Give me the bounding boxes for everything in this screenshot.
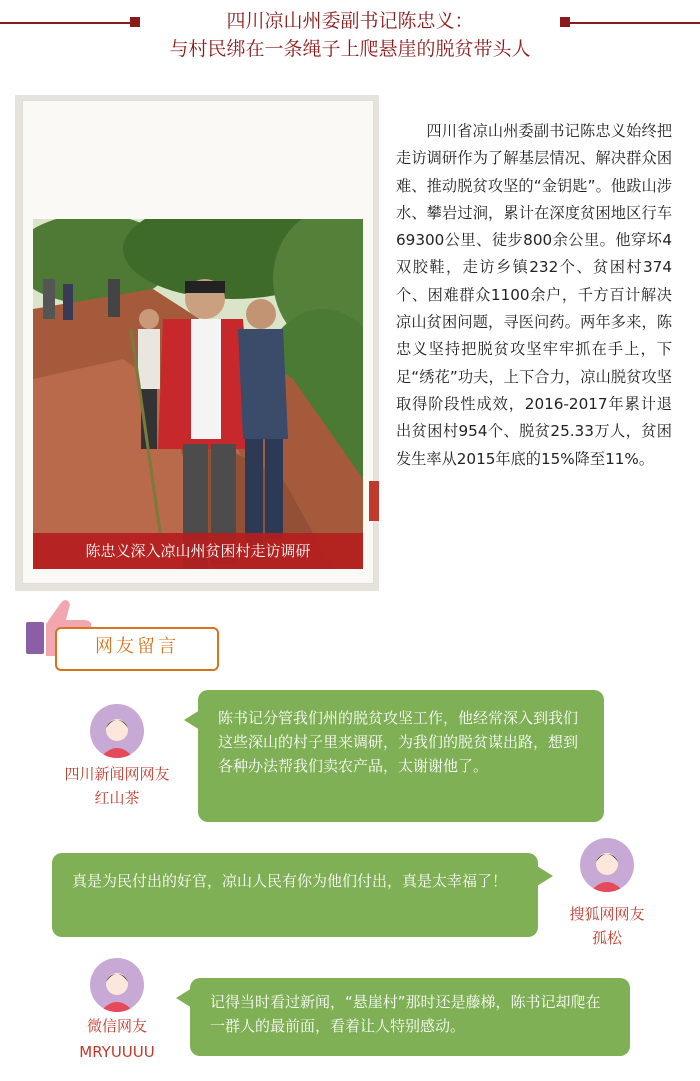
article-body: 四川省凉山州委副书记陈忠义始终把走访调研作为了解基层情况、解决群众困难、推动脱贫攻坚的“金钥匙”。他跋山涉水、攀岩过涧，累计在深度贫困地区行车69300公里、徒步800余公里。他穿坏4双胶鞋，走访乡镇232个、贫困村374个、困难群众1100余户，千方百计解决凉山贫困问题，寻医问药。两年多来，陈忠义坚持把脱贫攻坚牢牢抓在手上，下足“绣花”功夫，上下合力，凉山脱贫攻坚取得阶段性成效，2016-2017年累计退出贫困村954个、脱贫25.33万人，贫困发生率从2015年底的15%降至11%。 [396, 122, 672, 468]
avatar [90, 704, 144, 758]
header-rule-left [0, 22, 130, 24]
header-rule-right [570, 22, 700, 24]
comments-section-label: 网友留言 [95, 636, 179, 657]
header-square-right [560, 17, 570, 27]
comment-bubble [52, 853, 538, 937]
comment-username: 四川新闻网网友 [64, 765, 170, 783]
comment-username: 红山茶 [94, 789, 140, 807]
photo-edge-tab [369, 481, 379, 521]
comment-text: 陈书记分管我们州的脱贫攻坚工作，他经常深入到我们这些深山的村子里来调研，为我们的脱贫谋出路，想到各种办法帮我们卖农产品，太谢谢他了。 [218, 709, 579, 775]
user-avatar-icon [580, 838, 634, 892]
user-avatar-icon [90, 704, 144, 758]
avatar [580, 838, 634, 892]
comment-username: 搜狐网网友 [569, 905, 645, 923]
comment-text: 真是为民付出的好官，凉山人民有你为他们付出，真是太幸福了！ [72, 872, 508, 890]
comment-text: 记得当时看过新闻，“悬崖村”那时还是藤梯，陈书记却爬在一群人的最前面，看着让人特别感动。 [210, 993, 601, 1035]
comment-username: 微信网友 [86, 1017, 147, 1035]
field-visit-photo [33, 219, 363, 569]
comment-bubble [198, 690, 604, 822]
page-title-line1: 四川凉山州委副书记陈忠义： [226, 10, 474, 32]
avatar [90, 958, 144, 1012]
header-square-left [130, 17, 140, 27]
photo-caption: 陈忠义深入凉山州贫困村走访调研 [33, 533, 363, 569]
user-avatar-icon [90, 958, 144, 1012]
page-title-line2: 与村民绑在一条绳子上爬悬崖的脱贫带头人 [169, 38, 531, 60]
bubble-tail [537, 866, 553, 886]
photo-card [22, 100, 374, 584]
comment-username: 孤松 [591, 929, 622, 947]
field-visit-illustration [33, 219, 363, 569]
comment-username: MRYUUUU [79, 1043, 155, 1061]
comment-bubble [190, 978, 630, 1056]
